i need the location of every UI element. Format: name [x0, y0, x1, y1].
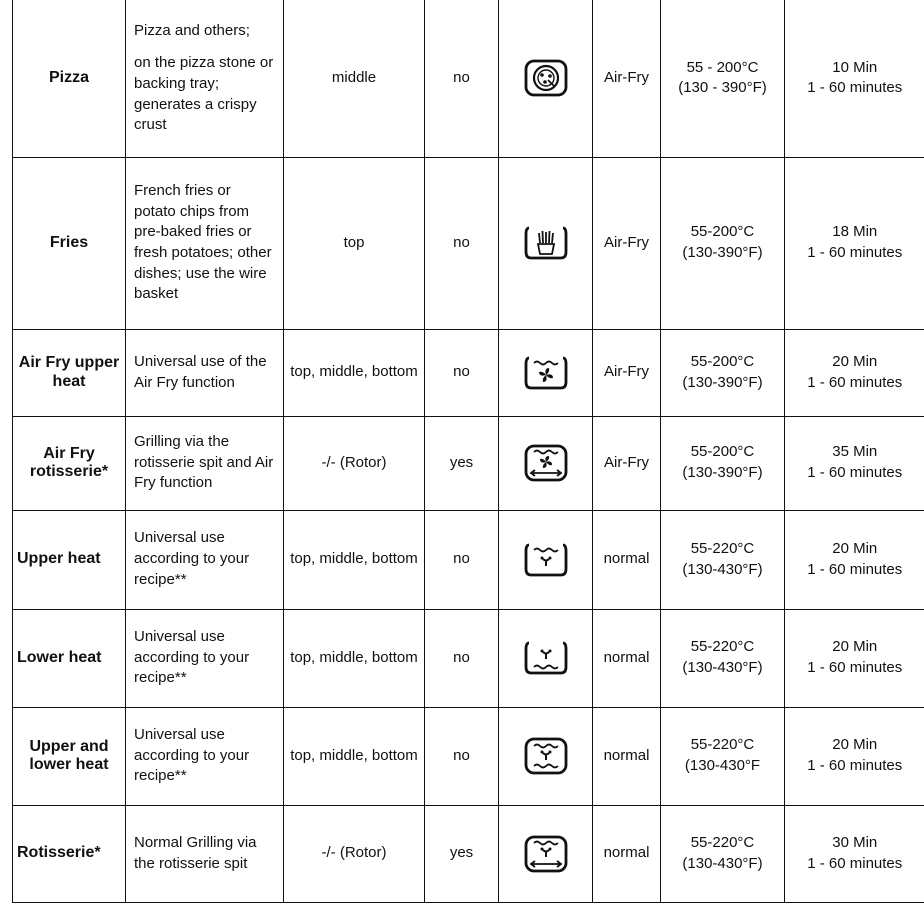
mode-description: [126, 510, 284, 609]
temperature-range: [661, 329, 785, 416]
fries-icon: [523, 224, 569, 262]
mode-icon-cell: [499, 329, 593, 416]
temperature-fahrenheit: (130-430°F): [682, 854, 763, 872]
time-range: 1 - 60 minutes: [807, 373, 903, 391]
temperature-celsius: 55-200°C: [690, 223, 755, 241]
rotisserie-flag: yes: [425, 805, 499, 902]
mode-name: Lower heat: [13, 609, 126, 707]
mode-name: Rotisserie*: [13, 805, 126, 902]
table-row: [13, 510, 924, 609]
mode-name: Air Fry rotisserie*: [13, 416, 126, 510]
rack-position: -/- (Rotor): [284, 805, 425, 902]
rack-position: -/- (Rotor): [284, 416, 425, 510]
temperature-fahrenheit: (130-390°F): [682, 244, 763, 261]
cooking-function: Air-Fry: [593, 329, 661, 416]
temperature-celsius: 55-220°C: [690, 638, 755, 656]
mode-description: [126, 707, 284, 805]
temperature-range: [661, 0, 785, 157]
time-range: 1 - 60 minutes: [807, 560, 903, 578]
mode-name: Air Fry upper heat: [13, 329, 126, 416]
pizza-icon: [523, 59, 569, 97]
rotisserie-flag: no: [425, 609, 499, 707]
description-line: French fries or potato chips from pre-baked fries or fresh potatoes; other dishes; use the wire basket: [134, 181, 272, 303]
fan-upper-heat-icon: [523, 354, 569, 392]
mode-icon-cell: [499, 510, 593, 609]
cooking-time: [785, 805, 924, 902]
fan-rotisserie-icon: [523, 444, 569, 482]
description-line: Pizza and others;: [134, 21, 250, 39]
cooking-modes-table-wrapper: [12, 0, 924, 903]
temperature-fahrenheit: (130-390°F): [682, 464, 763, 481]
time-range: 1 - 60 minutes: [807, 464, 903, 481]
rack-position: top, middle, bottom: [284, 510, 425, 609]
cooking-function: Air-Fry: [593, 0, 661, 157]
temperature-range: [661, 510, 785, 609]
upper-lower-heat-icon: [523, 737, 569, 775]
table-row: [13, 609, 924, 707]
cooking-function: normal: [593, 707, 661, 805]
table-row: [13, 329, 924, 416]
cooking-time: [785, 0, 924, 157]
rotisserie-flag: no: [425, 707, 499, 805]
cooking-modes-table: [12, 0, 924, 903]
cooking-time: [785, 416, 924, 510]
table-row: [13, 805, 924, 902]
temperature-celsius: 55-220°C: [690, 539, 755, 557]
description-line: Grilling via the rotisserie spit and Air Fry function: [134, 432, 274, 492]
mode-icon-cell: [499, 0, 593, 157]
cooking-function: normal: [593, 609, 661, 707]
rotisserie-flag: no: [425, 329, 499, 416]
time-range: 1 - 60 minutes: [807, 79, 903, 97]
description-line: Universal use according to your recipe**: [134, 725, 250, 785]
mode-description: [126, 157, 284, 329]
mode-name: Fries: [13, 157, 126, 329]
time-range: 1 - 60 minutes: [807, 659, 903, 676]
rack-position: top: [284, 157, 425, 329]
mode-description: [126, 805, 284, 902]
time-range: 1 - 60 minutes: [807, 757, 903, 774]
cooking-function: normal: [593, 805, 661, 902]
temperature-fahrenheit: (130-430°F): [682, 560, 763, 578]
description-line: Universal use according to your recipe**: [134, 627, 250, 687]
cooking-time: [785, 329, 924, 416]
lower-heat-icon: [523, 639, 569, 677]
description-line: Universal use of the Air Fry function: [134, 352, 267, 391]
mode-description: [126, 416, 284, 510]
mode-description: [126, 0, 284, 157]
temperature-range: [661, 157, 785, 329]
rotisserie-flag: no: [425, 157, 499, 329]
temperature-celsius: 55-200°C: [690, 443, 755, 461]
temperature-range: [661, 609, 785, 707]
rack-position: top, middle, bottom: [284, 609, 425, 707]
mode-name: Pizza: [13, 0, 126, 157]
description-line: Universal use according to your recipe**: [134, 529, 250, 588]
upper-heat-icon: [523, 541, 569, 579]
default-time: 18 Min: [832, 223, 878, 241]
rotisserie-icon: [523, 835, 569, 873]
table-row: [13, 416, 924, 510]
mode-name: Upper and lower heat: [13, 707, 126, 805]
temperature-celsius: 55 - 200°C: [686, 58, 759, 76]
cooking-time: [785, 609, 924, 707]
temperature-celsius: 55-200°C: [690, 352, 755, 370]
time-range: 1 - 60 minutes: [807, 854, 903, 872]
rotisserie-flag: no: [425, 0, 499, 157]
cooking-time: [785, 157, 924, 329]
mode-description: [126, 329, 284, 416]
description-line: Normal Grilling via the rotisserie spit: [134, 833, 257, 872]
temperature-fahrenheit: (130-390°F): [682, 373, 763, 391]
cooking-function: Air-Fry: [593, 416, 661, 510]
default-time: 20 Min: [832, 638, 878, 656]
default-time: 35 Min: [832, 443, 878, 461]
mode-icon-cell: [499, 805, 593, 902]
table-row: [13, 157, 924, 329]
cooking-time: [785, 510, 924, 609]
default-time: 20 Min: [832, 736, 878, 754]
default-time: 20 Min: [832, 539, 878, 557]
temperature-range: [661, 805, 785, 902]
mode-description: [126, 609, 284, 707]
temperature-fahrenheit: (130-430°F): [682, 659, 763, 676]
table-row: [13, 707, 924, 805]
default-time: 20 Min: [832, 352, 878, 370]
mode-icon-cell: [499, 157, 593, 329]
temperature-celsius: 55-220°C: [690, 833, 755, 851]
time-range: 1 - 60 minutes: [807, 244, 903, 261]
rack-position: middle: [284, 0, 425, 157]
mode-icon-cell: [499, 416, 593, 510]
temperature-range: [661, 416, 785, 510]
mode-icon-cell: [499, 609, 593, 707]
cooking-function: normal: [593, 510, 661, 609]
temperature-celsius: 55-220°C: [690, 736, 755, 754]
rotisserie-flag: yes: [425, 416, 499, 510]
temperature-range: [661, 707, 785, 805]
cooking-time: [785, 707, 924, 805]
mode-name: Upper heat: [13, 510, 126, 609]
table-row: [13, 0, 924, 157]
cooking-function: Air-Fry: [593, 157, 661, 329]
rack-position: top, middle, bottom: [284, 707, 425, 805]
default-time: 30 Min: [832, 833, 878, 851]
rack-position: top, middle, bottom: [284, 329, 425, 416]
mode-icon-cell: [499, 707, 593, 805]
description-line: on the pizza stone or backing tray; generates a crispy crust: [134, 54, 274, 134]
default-time: 10 Min: [832, 58, 878, 76]
temperature-fahrenheit: (130-430°F: [684, 757, 761, 774]
temperature-fahrenheit: (130 - 390°F): [678, 79, 767, 97]
rotisserie-flag: no: [425, 510, 499, 609]
